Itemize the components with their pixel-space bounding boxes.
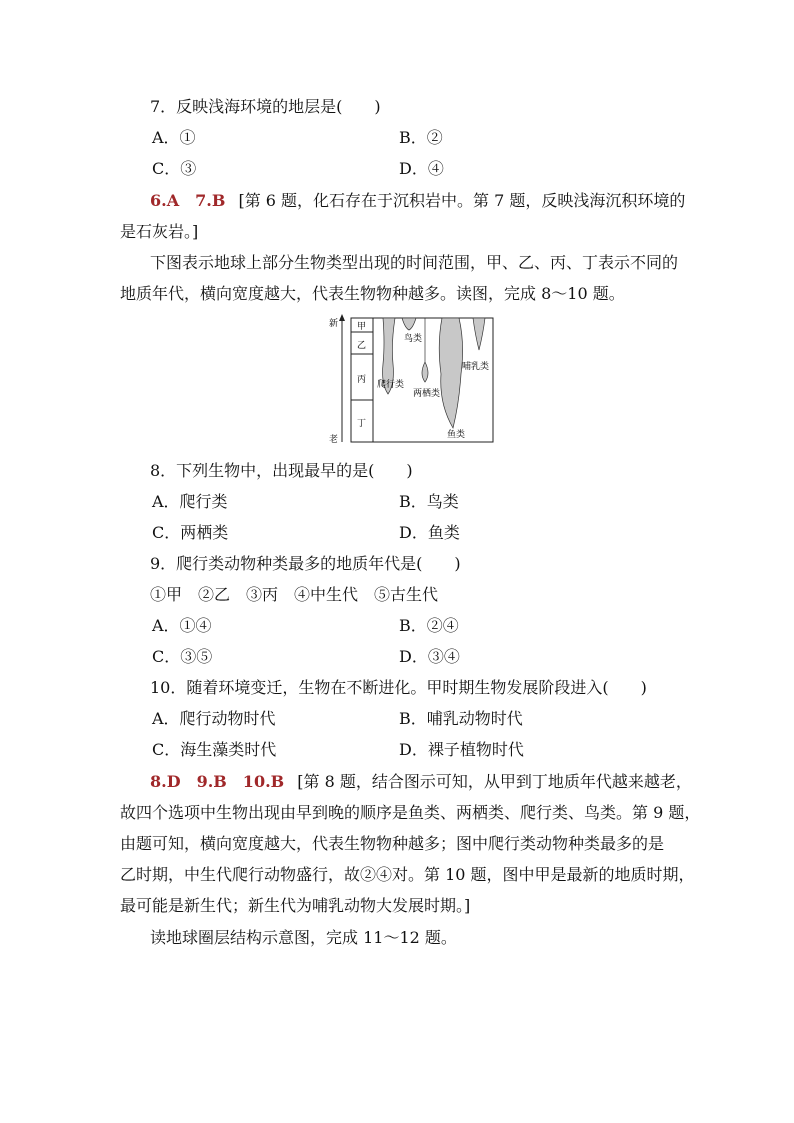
mammal-range — [473, 318, 485, 350]
q8-option-d: D．鱼类 — [399, 523, 460, 542]
q9-option-d: D．③④ — [399, 647, 460, 666]
answer-6-7 — [150, 191, 685, 211]
answer-key: 8.D 9.B 10.B — [150, 772, 285, 791]
intro-11-12: 读地球圈层结构示意图，完成 11～12 题。 — [150, 928, 457, 947]
era-ding: 丁 — [357, 419, 367, 429]
amphibian-range — [422, 318, 428, 382]
answer-8-10-line3: 由题可知，横向宽度越大，代表生物物种越多；图中爬行类动物种类最多的是 — [120, 834, 665, 853]
q9-items: ①甲 ②乙 ③丙 ④中生代 ⑤古生代 — [150, 585, 439, 604]
q10-option-a: A．爬行动物时代 — [152, 709, 276, 728]
q7-stem: 7．反映浅海环境的地层是( ) — [150, 97, 381, 116]
q10-option-c: C．海生藻类时代 — [152, 740, 277, 759]
q8-option-b: B．鸟类 — [399, 492, 459, 511]
era-jia: 甲 — [357, 322, 367, 332]
label-mammal: 哺乳类 — [462, 362, 490, 372]
fish-range — [439, 318, 462, 428]
axis-old-label: 老 — [329, 435, 339, 445]
era-yi: 乙 — [357, 341, 367, 351]
label-amphibian: 两栖类 — [413, 389, 441, 399]
answer-8-10 — [150, 772, 692, 792]
q9-stem: 9．爬行类动物种类最多的地质年代是( ) — [150, 554, 461, 573]
q10-stem: 10．随着环境变迁，生物在不断进化。甲时期生物发展阶段进入( ) — [150, 678, 647, 697]
q10-option-d: D．裸子植物时代 — [399, 740, 524, 759]
evolution-diagram — [325, 314, 500, 454]
q7-option-d: D．④ — [399, 159, 444, 178]
intro-8-10-line1: 下图表示地球上部分生物类型出现的时间范围，甲、乙、丙、丁表示不同的 — [150, 253, 679, 272]
answer-8-10-line5: 最可能是新生代；新生代为哺乳动物大发展时期。] — [120, 896, 471, 915]
label-fish: 鱼类 — [447, 430, 466, 440]
answer-key: 6.A 7.B — [150, 191, 226, 210]
label-reptile: 爬行类 — [377, 380, 405, 390]
q7-option-b: B．② — [399, 128, 443, 147]
bird-range — [402, 318, 416, 330]
axis-new-label: 新 — [329, 319, 339, 329]
answer-8-10-line2: 故四个选项中生物出现由早到晚的顺序是鱼类、两栖类、爬行类、鸟类。第 9 题， — [120, 803, 701, 822]
label-bird: 鸟类 — [404, 334, 423, 344]
q8-option-a: A．爬行类 — [152, 492, 228, 511]
answer-explanation: [第 6 题，化石存在于沉积岩中。第 7 题，反映浅海沉积环境的 — [238, 191, 686, 210]
q10-option-b: B．哺乳动物时代 — [399, 709, 523, 728]
era-bing: 丙 — [357, 375, 367, 385]
intro-8-10-line2: 地质年代，横向宽度越大，代表生物物种越多。读图，完成 8～10 题。 — [120, 284, 625, 303]
answer-explanation: [第 8 题，结合图示可知，从甲到丁地质年代越来越老， — [297, 772, 692, 791]
q8-option-c: C．两栖类 — [152, 523, 229, 542]
q7-option-a: A．① — [152, 128, 196, 147]
q7-option-c: C．③ — [152, 159, 197, 178]
answer-6-7-cont: 是石灰岩。] — [120, 222, 199, 241]
axis-arrow — [339, 314, 345, 321]
q9-option-a: A．①④ — [152, 616, 212, 635]
q9-option-c: C．③⑤ — [152, 647, 213, 666]
q9-option-b: B．②④ — [399, 616, 459, 635]
q8-stem: 8．下列生物中，出现最早的是( ) — [150, 461, 413, 480]
answer-8-10-line4: 乙时期，中生代爬行动物盛行，故②④对。第 10 题，图中甲是最新的地质时期， — [120, 865, 695, 884]
